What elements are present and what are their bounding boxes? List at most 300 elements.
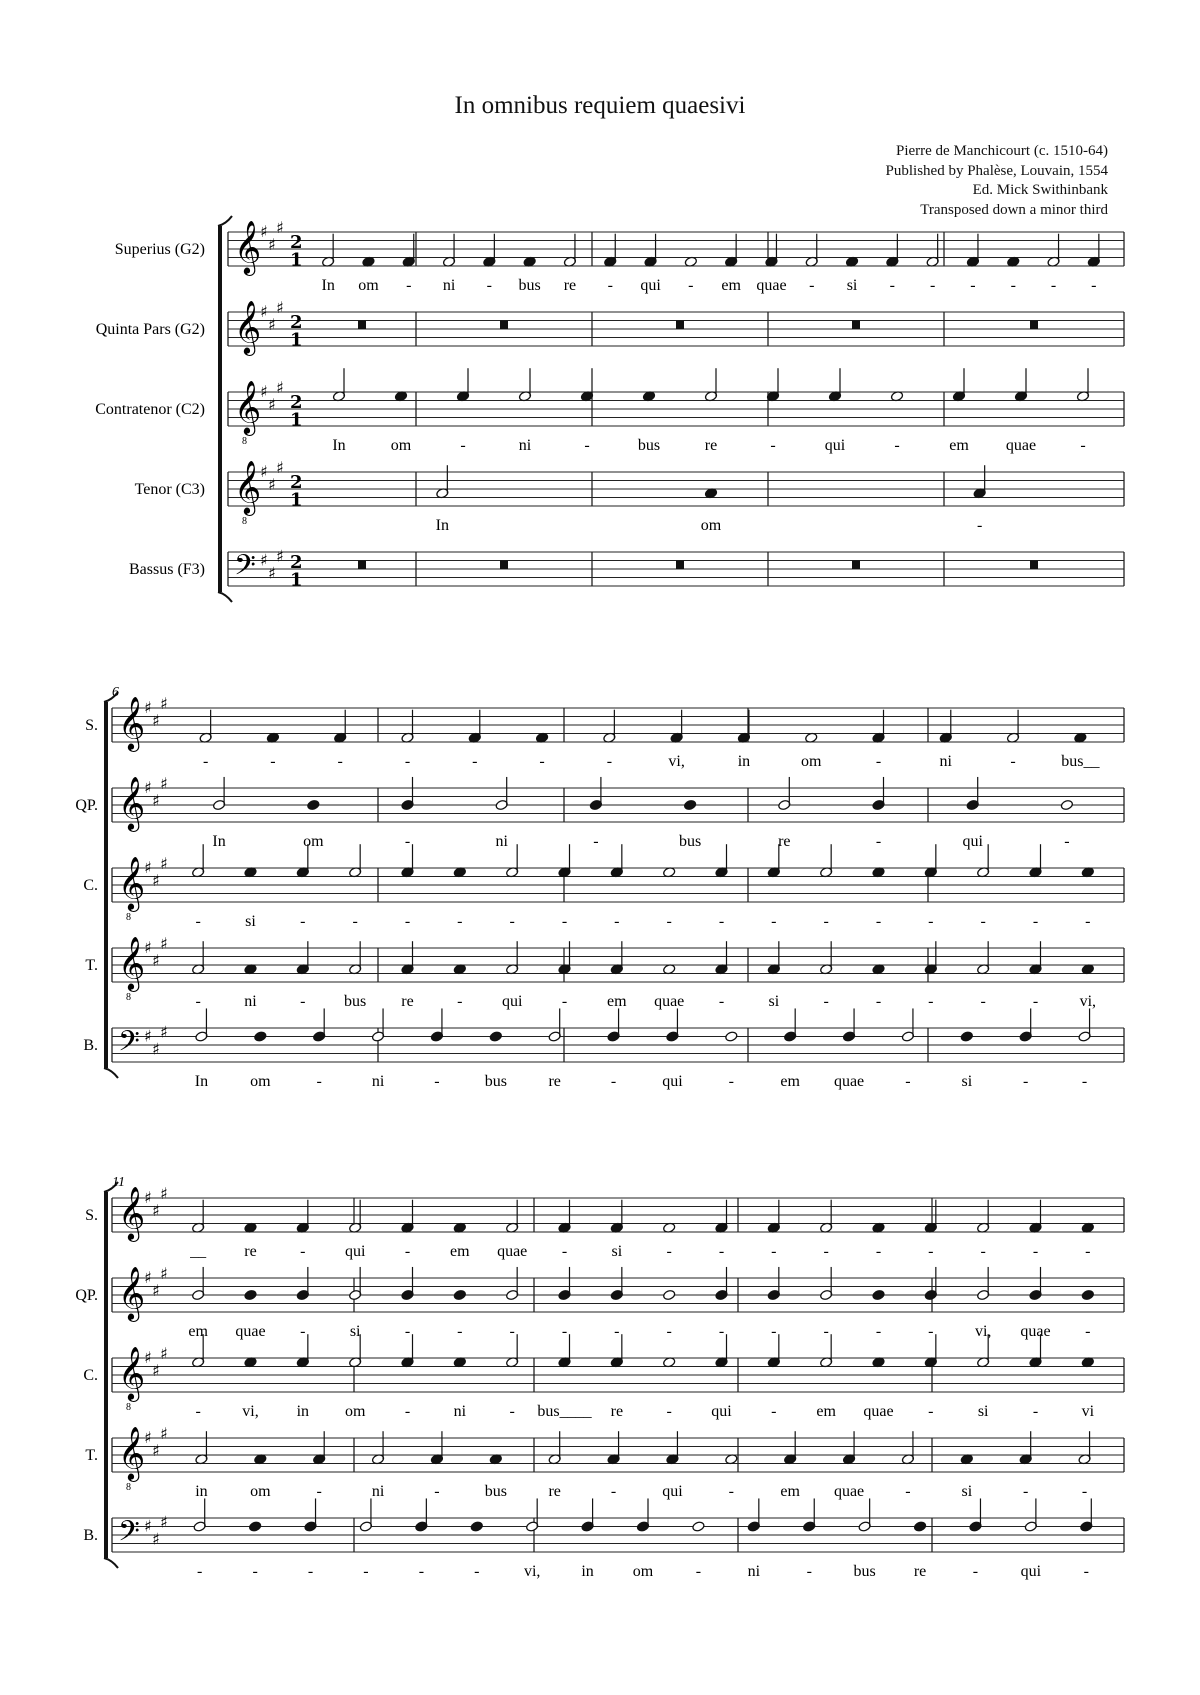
time-signature-bottom: 1 bbox=[290, 409, 303, 431]
sharp-icon: ♯ bbox=[260, 382, 268, 401]
lyric-syllable: quae bbox=[1005, 437, 1037, 454]
staff-5 bbox=[83, 1008, 1124, 1090]
lyric-syllable: em bbox=[188, 1323, 208, 1340]
sharp-icon: ♯ bbox=[260, 550, 268, 570]
breve-rest bbox=[852, 561, 860, 570]
lyric-syllable: - bbox=[695, 1563, 702, 1580]
lyric-syllable: ni bbox=[442, 277, 456, 294]
breve-rest bbox=[676, 561, 684, 570]
lyric-syllable: vi, bbox=[974, 1323, 992, 1340]
treble-clef-icon: 𝄞 bbox=[118, 1425, 146, 1480]
sharp-icon: ♯ bbox=[160, 1512, 168, 1532]
system-2 bbox=[75, 685, 1124, 1090]
lyric-syllable: - bbox=[607, 277, 613, 294]
lyric-syllable: quae bbox=[833, 1073, 865, 1090]
notehead bbox=[913, 1521, 926, 1532]
treble-clef-icon: 𝄞 bbox=[234, 299, 262, 354]
lyric-syllable: - bbox=[823, 993, 829, 1010]
lyric-syllable: - bbox=[363, 1563, 369, 1580]
lyric-syllable: om bbox=[303, 833, 324, 850]
lyric-syllable: - bbox=[352, 913, 358, 930]
voice-label: B. bbox=[83, 1527, 98, 1544]
lyric-syllable: quae bbox=[497, 1243, 528, 1260]
lyric-syllable: - bbox=[666, 913, 672, 930]
lyric-syllable: si bbox=[846, 277, 858, 294]
publisher-credit: Published by Phalèse, Louvain, 1554 bbox=[885, 162, 1108, 179]
lyric-syllable: - bbox=[584, 437, 590, 454]
lyric-syllable: - bbox=[1023, 1073, 1029, 1090]
lyric-syllable: in bbox=[581, 1563, 594, 1580]
lyric-syllable: - bbox=[875, 833, 882, 850]
lyric-syllable: - bbox=[770, 437, 776, 454]
notehead bbox=[960, 1031, 973, 1042]
lyric-syllable: - bbox=[771, 1243, 777, 1260]
breve-rest bbox=[358, 561, 366, 570]
sharp-icon: ♯ bbox=[160, 1343, 168, 1363]
lyric-syllable: re bbox=[610, 1403, 624, 1420]
lyric-syllable: - bbox=[977, 517, 983, 534]
lyric-syllable: - bbox=[509, 1323, 515, 1340]
lyric-syllable: - bbox=[1032, 1243, 1039, 1260]
notehead bbox=[307, 799, 320, 810]
lyric-syllable: - bbox=[457, 1323, 463, 1340]
voice-label: S. bbox=[85, 1207, 98, 1224]
staff-1 bbox=[115, 218, 1124, 294]
lyric-syllable: - bbox=[928, 1323, 934, 1340]
octave-eight-icon: 8 bbox=[126, 992, 131, 1003]
lyric-syllable: - bbox=[472, 753, 478, 770]
lyric-syllable: - bbox=[823, 1243, 829, 1260]
lyric-syllable: ni bbox=[939, 753, 953, 770]
sharp-icon: ♯ bbox=[160, 933, 168, 953]
lyric-syllable: si bbox=[977, 1403, 989, 1420]
lyric-syllable: bus bbox=[637, 437, 661, 454]
lyric-syllable: - bbox=[252, 1563, 258, 1580]
lyric-syllable: - bbox=[509, 1403, 515, 1420]
staff-1 bbox=[85, 1184, 1124, 1260]
lyric-syllable: - bbox=[561, 913, 568, 930]
lyric-syllable: - bbox=[980, 1243, 986, 1260]
lyric-syllable: om bbox=[250, 1073, 271, 1090]
lyric-syllable: - bbox=[1010, 753, 1016, 770]
notehead bbox=[663, 1289, 676, 1300]
time-signature-bottom: 1 bbox=[290, 489, 303, 511]
lyric-syllable: - bbox=[1085, 1243, 1091, 1260]
bass-clef-icon: 𝄢 bbox=[234, 549, 256, 590]
lyric-syllable: - bbox=[1080, 437, 1086, 454]
lyric-syllable: qui bbox=[344, 1243, 366, 1260]
octave-eight-icon: 8 bbox=[126, 912, 131, 923]
sharp-icon: ♯ bbox=[160, 1423, 168, 1443]
lyric-syllable: - bbox=[728, 1073, 734, 1090]
treble-clef-icon: 𝄞 bbox=[118, 1185, 146, 1240]
lyric-syllable: - bbox=[929, 277, 936, 294]
lyric-syllable: in bbox=[195, 1483, 208, 1500]
sharp-icon: ♯ bbox=[144, 858, 152, 877]
lyric-syllable: - bbox=[718, 1243, 725, 1260]
lyric-syllable: - bbox=[1081, 1483, 1088, 1500]
lyric-syllable: - bbox=[928, 1403, 934, 1420]
lyric-syllable: - bbox=[875, 1323, 882, 1340]
lyric-syllable: qui bbox=[711, 1403, 732, 1420]
sharp-icon: ♯ bbox=[152, 1280, 160, 1300]
lyric-syllable: si bbox=[961, 1073, 973, 1090]
notehead bbox=[470, 1521, 483, 1532]
breve-rest bbox=[1030, 561, 1038, 570]
lyric-syllable: in bbox=[296, 1403, 310, 1420]
octave-eight-icon: 8 bbox=[126, 1482, 131, 1493]
notehead bbox=[692, 1521, 705, 1532]
lyric-syllable: ni bbox=[244, 993, 257, 1010]
lyric-syllable: - bbox=[823, 1323, 829, 1340]
lyric-syllable: bus bbox=[518, 277, 541, 294]
staff-3 bbox=[83, 1334, 1124, 1420]
voice-label: QP. bbox=[75, 797, 98, 814]
sharp-icon: ♯ bbox=[260, 462, 268, 481]
lyric-syllable: bus bbox=[484, 1483, 507, 1500]
lyric-syllable: om bbox=[390, 437, 412, 454]
staff-3 bbox=[95, 368, 1124, 454]
lyric-syllable: - bbox=[418, 1563, 425, 1580]
time-signature-top: 2 bbox=[290, 312, 303, 334]
staff-2 bbox=[75, 1264, 1124, 1340]
lyric-syllable: - bbox=[688, 277, 694, 294]
sharp-icon: ♯ bbox=[160, 693, 168, 713]
sharp-icon: ♯ bbox=[144, 1516, 152, 1536]
lyric-syllable: - bbox=[972, 1563, 979, 1580]
lyric-syllable: re bbox=[704, 437, 718, 454]
voice-label: C. bbox=[83, 877, 98, 894]
voice-label: Quinta Pars (G2) bbox=[95, 321, 205, 338]
lyric-syllable: In bbox=[321, 277, 335, 294]
lyric-syllable: - bbox=[195, 993, 201, 1010]
lyric-syllable: - bbox=[614, 1323, 620, 1340]
lyric-syllable: - bbox=[718, 993, 725, 1010]
lyric-syllable: om bbox=[800, 753, 822, 770]
sharp-icon: ♯ bbox=[276, 297, 284, 317]
lyric-syllable: bus__ bbox=[1061, 753, 1100, 770]
lyric-syllable: In bbox=[435, 517, 449, 534]
lyric-syllable: om bbox=[250, 1483, 271, 1500]
lyric-syllable: - bbox=[809, 277, 815, 294]
lyric-syllable: - bbox=[980, 993, 986, 1010]
lyric-syllable: ni bbox=[371, 1073, 385, 1090]
lyric-syllable: - bbox=[1091, 277, 1097, 294]
editor-credit: Ed. Mick Swithinbank bbox=[972, 182, 1108, 198]
lyric-syllable: - bbox=[561, 1243, 568, 1260]
lyric-syllable: em bbox=[607, 993, 627, 1010]
system-3 bbox=[75, 1175, 1124, 1580]
lyric-syllable: - bbox=[970, 277, 976, 294]
lyric-syllable: - bbox=[905, 1073, 911, 1090]
treble-clef-icon: 𝄞 bbox=[234, 379, 262, 434]
lyric-syllable: - bbox=[316, 1073, 322, 1090]
notehead bbox=[489, 1031, 502, 1042]
lyric-syllable: - bbox=[404, 1323, 411, 1340]
lyric-syllable: ni bbox=[453, 1403, 467, 1420]
staff-5 bbox=[83, 1498, 1124, 1580]
lyric-syllable: - bbox=[771, 1403, 777, 1420]
lyric-syllable: - bbox=[539, 753, 545, 770]
treble-clef-icon: 𝄞 bbox=[234, 219, 262, 274]
octave-eight-icon: 8 bbox=[242, 436, 247, 447]
staff-4 bbox=[85, 934, 1124, 1010]
lyric-syllable: - bbox=[434, 1483, 440, 1500]
lyric-syllable: In bbox=[194, 1073, 209, 1090]
lyric-syllable: - bbox=[195, 913, 201, 930]
bass-clef-icon: 𝄢 bbox=[118, 1515, 140, 1556]
sharp-icon: ♯ bbox=[268, 563, 276, 583]
sharp-icon: ♯ bbox=[160, 1183, 168, 1203]
lyric-syllable: si bbox=[245, 913, 256, 930]
lyric-syllable: vi, bbox=[523, 1563, 541, 1580]
breve-rest bbox=[500, 561, 508, 570]
notehead bbox=[872, 1289, 885, 1300]
staff-3 bbox=[83, 844, 1124, 930]
sharp-icon: ♯ bbox=[144, 1268, 152, 1287]
lyric-syllable: - bbox=[316, 1483, 322, 1500]
voice-label: B. bbox=[83, 1037, 98, 1054]
page-title: In omnibus requiem quaesivi bbox=[454, 92, 746, 119]
lyric-syllable: si bbox=[768, 993, 780, 1010]
lyric-syllable: - bbox=[1023, 1483, 1029, 1500]
lyric-syllable: - bbox=[486, 277, 493, 294]
lyric-syllable: - bbox=[1032, 993, 1039, 1010]
lyric-syllable: em bbox=[780, 1483, 800, 1500]
lyric-syllable: - bbox=[337, 753, 343, 770]
measure-number: 11 bbox=[112, 1175, 125, 1190]
lyric-syllable: - bbox=[610, 1073, 617, 1090]
sharp-icon: ♯ bbox=[260, 302, 268, 321]
lyric-syllable: re bbox=[548, 1073, 561, 1090]
lyric-syllable: qui bbox=[662, 1483, 683, 1500]
lyric-syllable: em bbox=[450, 1243, 470, 1260]
bass-clef-icon: 𝄢 bbox=[118, 1025, 140, 1066]
sharp-icon: ♯ bbox=[152, 710, 160, 730]
lyric-syllable: em bbox=[780, 1073, 800, 1090]
lyric-syllable: om bbox=[358, 277, 379, 294]
sharp-icon: ♯ bbox=[152, 790, 160, 810]
lyric-syllable: qui bbox=[501, 993, 523, 1010]
breve-rest bbox=[1030, 321, 1038, 330]
lyric-syllable: - bbox=[771, 1323, 777, 1340]
time-signature-bottom: 1 bbox=[290, 569, 303, 591]
lyric-syllable: - bbox=[404, 913, 411, 930]
lyric-syllable: - bbox=[1064, 833, 1070, 850]
sharp-icon: ♯ bbox=[160, 1022, 168, 1042]
treble-clef-icon: 𝄞 bbox=[118, 1345, 146, 1400]
sharp-icon: ♯ bbox=[144, 1026, 152, 1046]
time-signature-top: 2 bbox=[290, 392, 303, 414]
lyric-syllable: - bbox=[905, 1483, 911, 1500]
transposition-note: Transposed down a minor third bbox=[920, 201, 1108, 218]
lyric-syllable: quae bbox=[756, 277, 787, 294]
lyric-syllable: - bbox=[404, 1243, 411, 1260]
bracket-bottom-hook bbox=[104, 1558, 118, 1568]
staff-4 bbox=[85, 1424, 1124, 1500]
bracket-bottom-hook bbox=[218, 592, 232, 602]
sharp-icon: ♯ bbox=[144, 938, 152, 957]
sharp-icon: ♯ bbox=[152, 1200, 160, 1220]
lyric-syllable: quae bbox=[863, 1403, 894, 1420]
staff-2 bbox=[96, 298, 1124, 356]
lyric-syllable: re bbox=[563, 277, 577, 294]
lyric-syllable: - bbox=[889, 277, 896, 294]
time-signature-top: 2 bbox=[290, 472, 303, 494]
voice-label: C. bbox=[83, 1367, 98, 1384]
lyric-syllable: qui bbox=[824, 437, 846, 454]
lyric-syllable: - bbox=[771, 913, 777, 930]
lyric-syllable: - bbox=[300, 913, 306, 930]
voice-label: Bassus (F3) bbox=[128, 561, 205, 578]
lyric-syllable: - bbox=[875, 993, 882, 1010]
lyric-syllable: quae bbox=[235, 1323, 266, 1340]
lyric-syllable: - bbox=[300, 993, 306, 1010]
lyric-syllable: - bbox=[474, 1563, 480, 1580]
staff-2 bbox=[75, 774, 1124, 850]
treble-clef-icon: 𝄞 bbox=[234, 459, 262, 514]
sharp-icon: ♯ bbox=[152, 1360, 160, 1380]
time-signature-top: 2 bbox=[290, 232, 303, 254]
lyric-syllable: vi, bbox=[1079, 993, 1097, 1010]
voice-label: S. bbox=[85, 717, 98, 734]
lyric-syllable: - bbox=[593, 833, 599, 850]
sharp-icon: ♯ bbox=[144, 1348, 152, 1367]
lyric-syllable: - bbox=[1050, 277, 1057, 294]
sharp-icon: ♯ bbox=[160, 1263, 168, 1283]
notehead bbox=[244, 1289, 257, 1300]
lyric-syllable: in bbox=[737, 753, 751, 770]
notehead bbox=[254, 1031, 267, 1042]
lyric-syllable: - bbox=[197, 1563, 203, 1580]
sharp-icon: ♯ bbox=[276, 217, 284, 237]
lyric-syllable: - bbox=[1032, 913, 1039, 930]
lyric-syllable: om bbox=[700, 517, 722, 534]
sharp-icon: ♯ bbox=[268, 234, 276, 254]
lyric-syllable: - bbox=[610, 1483, 617, 1500]
octave-eight-icon: 8 bbox=[242, 516, 247, 527]
composer-credit: Pierre de Manchicourt (c. 1510-64) bbox=[895, 143, 1108, 159]
lyric-syllable: - bbox=[457, 993, 463, 1010]
lyric-syllable: - bbox=[614, 913, 620, 930]
voice-label: QP. bbox=[75, 1287, 98, 1304]
sharp-icon: ♯ bbox=[144, 1188, 152, 1207]
lyric-syllable: bus bbox=[344, 993, 367, 1010]
lyric-syllable: qui bbox=[640, 277, 661, 294]
lyric-syllable: bus bbox=[853, 1563, 876, 1580]
lyric-syllable: re bbox=[778, 833, 791, 850]
lyric-syllable: bus____ bbox=[537, 1403, 592, 1420]
lyric-syllable: - bbox=[202, 753, 209, 770]
staff-5 bbox=[129, 546, 1124, 590]
breve-rest bbox=[852, 321, 860, 330]
notehead bbox=[453, 1289, 466, 1300]
sharp-icon: ♯ bbox=[276, 457, 284, 477]
lyric-syllable: em bbox=[721, 277, 741, 294]
lyric-syllable: - bbox=[404, 833, 411, 850]
sharp-icon: ♯ bbox=[144, 1428, 152, 1447]
lyric-syllable: - bbox=[1032, 1403, 1039, 1420]
octave-eight-icon: 8 bbox=[126, 1402, 131, 1413]
lyric-syllable: si bbox=[349, 1323, 361, 1340]
lyric-syllable: - bbox=[728, 1483, 734, 1500]
lyric-syllable: re bbox=[401, 993, 414, 1010]
voice-label: T. bbox=[85, 957, 98, 974]
sharp-icon: ♯ bbox=[276, 377, 284, 397]
sharp-icon: ♯ bbox=[268, 474, 276, 494]
lyric-syllable: qui bbox=[962, 833, 983, 850]
voice-label: Tenor (C3) bbox=[134, 481, 205, 498]
lyric-syllable: - bbox=[195, 1403, 201, 1420]
lyric-syllable: - bbox=[928, 993, 934, 1010]
lyric-syllable: em bbox=[816, 1403, 836, 1420]
lyric-syllable: re bbox=[548, 1483, 561, 1500]
voice-label: Superius (G2) bbox=[114, 241, 205, 258]
sharp-icon: ♯ bbox=[160, 853, 168, 873]
lyric-syllable: In bbox=[332, 437, 346, 454]
lyric-syllable: - bbox=[406, 277, 412, 294]
lyric-syllable: - bbox=[307, 1563, 314, 1580]
sharp-icon: ♯ bbox=[276, 546, 284, 566]
treble-clef-icon: 𝄞 bbox=[118, 1265, 146, 1320]
lyric-syllable: __ bbox=[190, 1243, 207, 1260]
lyric-syllable: - bbox=[823, 913, 829, 930]
lyric-syllable: - bbox=[806, 1563, 812, 1580]
lyric-syllable: re bbox=[244, 1243, 257, 1260]
lyric-syllable: - bbox=[1085, 913, 1091, 930]
time-signature-bottom: 1 bbox=[290, 249, 303, 271]
treble-clef-icon: 𝄞 bbox=[118, 775, 146, 830]
lyric-syllable: In bbox=[212, 833, 226, 850]
lyric-syllable: - bbox=[434, 1073, 440, 1090]
lyric-syllable: qui bbox=[662, 1073, 683, 1090]
lyric-syllable: ni bbox=[495, 833, 508, 850]
lyric-syllable: vi, bbox=[242, 1403, 259, 1420]
sharp-icon: ♯ bbox=[268, 394, 276, 414]
sharp-icon: ♯ bbox=[152, 1039, 160, 1059]
lyric-syllable: - bbox=[1085, 1323, 1091, 1340]
notehead bbox=[1081, 1289, 1094, 1300]
lyric-syllable: quae bbox=[833, 1483, 865, 1500]
lyric-syllable: bus bbox=[678, 833, 702, 850]
lyric-syllable: - bbox=[404, 753, 411, 770]
lyric-syllable: bus bbox=[484, 1073, 507, 1090]
treble-clef-icon: 𝄞 bbox=[118, 855, 146, 910]
voice-label: Contratenor (C2) bbox=[95, 401, 205, 418]
lyric-syllable: - bbox=[561, 993, 568, 1010]
staff-1 bbox=[85, 694, 1124, 770]
notehead bbox=[725, 1031, 738, 1042]
sharp-icon: ♯ bbox=[260, 222, 268, 241]
notehead bbox=[683, 799, 696, 810]
lyric-syllable: - bbox=[270, 753, 276, 770]
breve-rest bbox=[676, 321, 684, 330]
lyric-syllable: - bbox=[1083, 1563, 1089, 1580]
lyric-syllable: - bbox=[980, 913, 986, 930]
lyric-syllable: ni bbox=[747, 1563, 761, 1580]
lyric-syllable: - bbox=[561, 1323, 568, 1340]
lyric-syllable: si bbox=[961, 1483, 973, 1500]
lyric-syllable: - bbox=[606, 753, 613, 770]
lyric-syllable: - bbox=[666, 1323, 672, 1340]
lyric-syllable: - bbox=[875, 753, 882, 770]
sharp-icon: ♯ bbox=[160, 773, 168, 793]
lyric-syllable: - bbox=[300, 1243, 306, 1260]
bracket-top-hook bbox=[218, 216, 232, 226]
lyric-syllable: - bbox=[894, 437, 900, 454]
lyric-syllable: - bbox=[666, 1403, 672, 1420]
lyric-syllable: - bbox=[1010, 277, 1016, 294]
